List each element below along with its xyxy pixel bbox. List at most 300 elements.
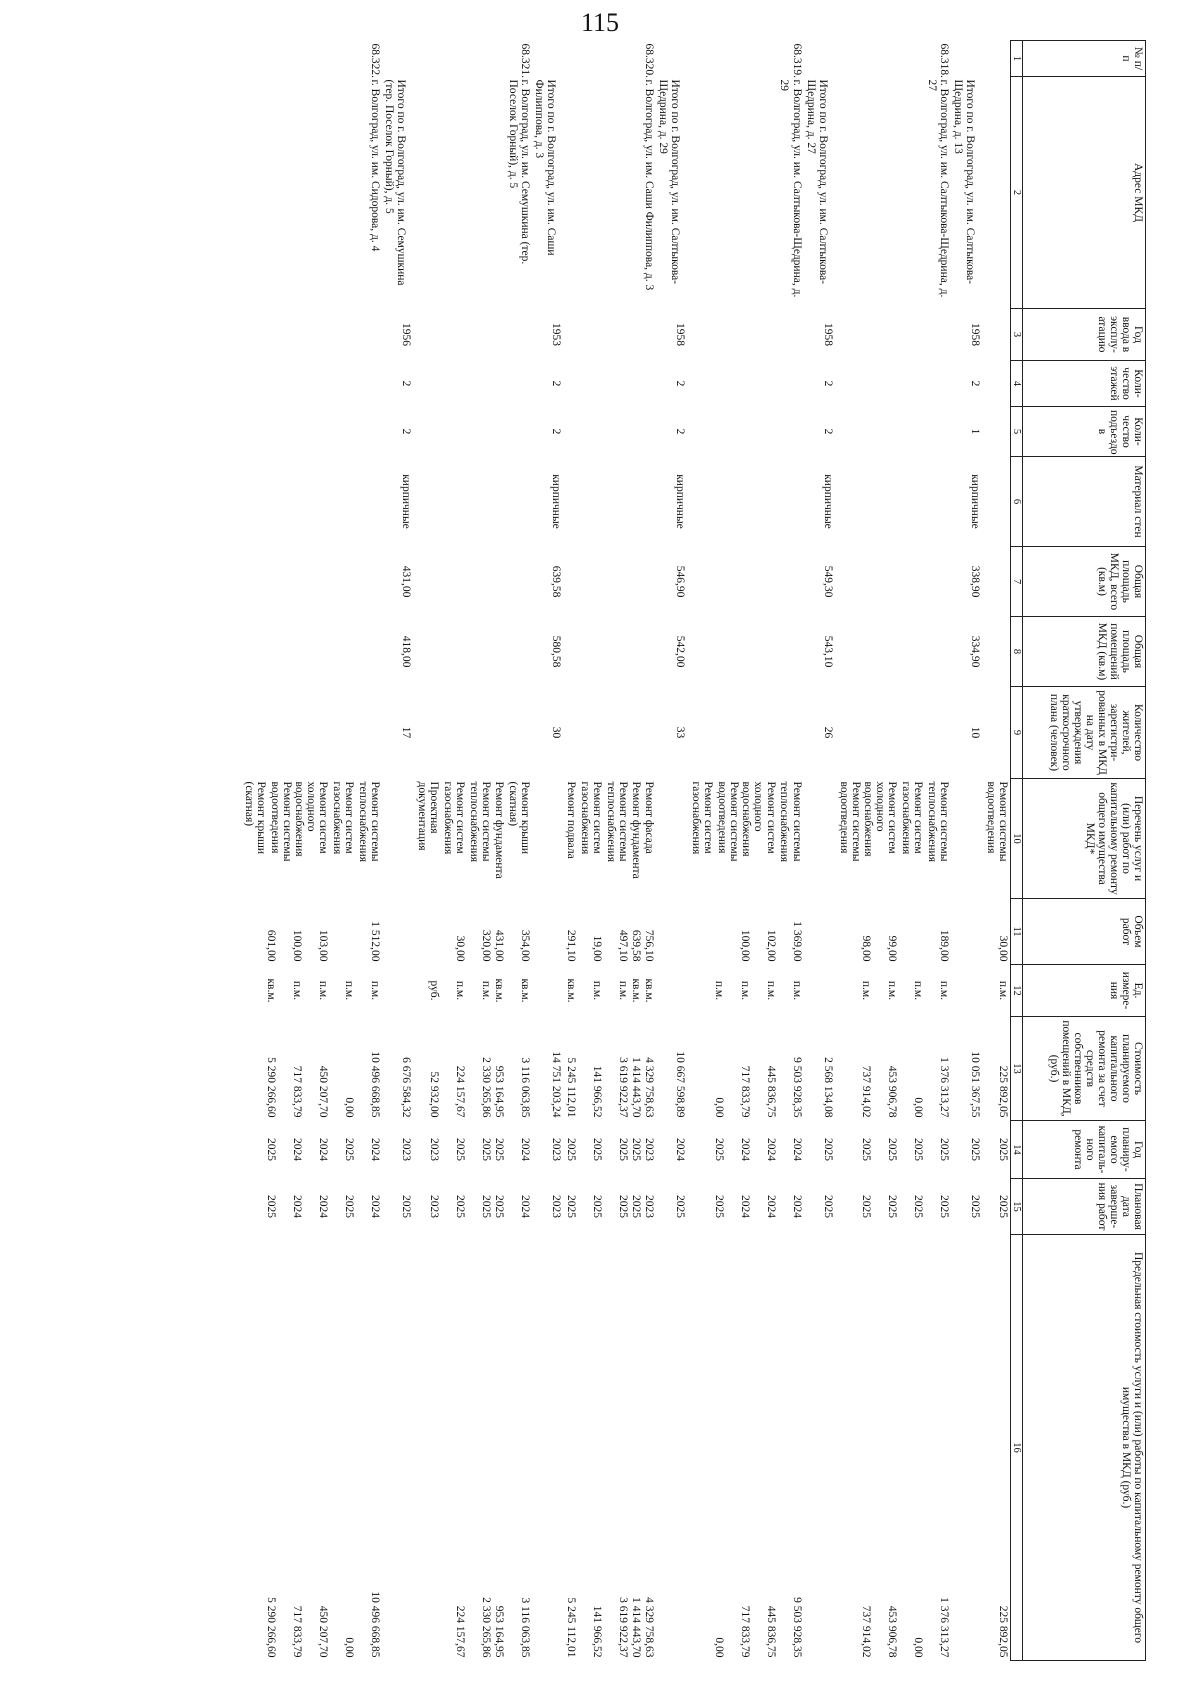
- cell-line: 2 330 265,86: [480, 1597, 493, 1658]
- column-header: Общая площадь МКД, всего (кв.м): [1023, 547, 1146, 617]
- cell-line: 2023: [643, 1138, 656, 1161]
- unit-cell: [982, 965, 1011, 1017]
- cell-line: 2025: [400, 1195, 413, 1218]
- cell-line: 141 966,52: [591, 1065, 604, 1118]
- limit-cost-cell: [982, 1235, 1011, 1661]
- cell-line: 10 667 598,89: [674, 1051, 687, 1118]
- cell-line: 10 496 668,85: [368, 1591, 381, 1658]
- cost-cell: [413, 1017, 532, 1121]
- residents-cell: [835, 687, 951, 779]
- residents-cell: 10: [968, 726, 981, 739]
- cell-line: Ремонт системы теплоснабжения: [468, 781, 493, 862]
- cell-line: [399, 968, 412, 1014]
- works-cell: [687, 779, 803, 899]
- cell-line: 2025: [617, 1138, 630, 1161]
- works-cell: [835, 779, 951, 899]
- limit-cost-cell: [951, 1235, 982, 1661]
- table-row: [656, 41, 687, 1661]
- floors-cell: [413, 361, 532, 407]
- row-number: 68.322.: [368, 43, 381, 78]
- cell-line: п.м.: [790, 980, 803, 1001]
- floors-cell: 2: [968, 380, 981, 387]
- cell-line: Ремонт фундамента: [493, 781, 506, 879]
- rooms-area-cell: [835, 617, 951, 687]
- row-number: [656, 41, 687, 77]
- cell-line: 717 833,79: [738, 1605, 751, 1658]
- cost-cell: [835, 1017, 951, 1121]
- cell-line: 5 290 266,60: [264, 1597, 277, 1658]
- cell-line: 2025: [911, 1138, 924, 1161]
- column-header: Материал стен: [1023, 457, 1146, 547]
- cell-line: Ремонт систем газоснабжения: [690, 781, 715, 855]
- cell-line: [673, 968, 686, 1014]
- cell-line: 2023: [550, 1195, 563, 1218]
- cell-line: 445 836,75: [764, 1065, 777, 1118]
- works-cell: [951, 779, 982, 899]
- cell-line: 10 496 668,85: [368, 1051, 381, 1118]
- address-cell: г. Волгоград, ул. им. Салтыкова-Щедрина, д. 27: [925, 79, 950, 298]
- volume-cell: [382, 899, 413, 965]
- cell-line: [399, 782, 412, 896]
- cell-line: 4 329 758,63: [643, 1597, 656, 1658]
- volume-cell: [804, 899, 835, 965]
- table-row: [240, 41, 382, 1661]
- cell-line: п.м.: [937, 980, 950, 1001]
- cell-line: 189,00: [937, 929, 950, 962]
- cell-line: 2025: [821, 1195, 834, 1218]
- cell-line: 2024: [290, 1138, 303, 1161]
- repair-year-cell: [804, 1121, 835, 1179]
- residents-cell: 26: [821, 726, 834, 739]
- cell-line: [673, 902, 686, 962]
- address-cell: Итого по г. Волгоград, ул. им. Салтыкова-Щедрина, д. 13: [951, 79, 976, 285]
- total-area-cell: 546,90: [674, 565, 687, 598]
- repair-year-cell: [656, 1121, 687, 1179]
- cell-line: п.м.: [316, 980, 329, 1001]
- cell-line: 9 503 928,35: [790, 1057, 803, 1118]
- cell-line: [821, 968, 834, 1014]
- cell-line: 1 376 313,27: [937, 1057, 950, 1118]
- cell-line: 2025: [493, 1138, 506, 1161]
- wall-material-cell: кирпичные: [821, 474, 834, 529]
- cell-line: п.м.: [712, 980, 725, 1001]
- cell-line: 717 833,79: [290, 1605, 303, 1658]
- cost-cell: [382, 1017, 413, 1121]
- total-area-cell: [240, 547, 382, 617]
- address-cell: [982, 77, 1011, 309]
- cell-line: Ремонт системы водоотведения: [716, 781, 741, 862]
- column-header: Объем работ: [1023, 899, 1146, 965]
- cell-line: [821, 902, 834, 962]
- limit-cost-cell: [835, 1235, 951, 1661]
- end-date-cell: [804, 1179, 835, 1235]
- total-area-cell: [413, 547, 532, 617]
- table-body: [240, 41, 1011, 1661]
- wall-material-cell: кирпичные: [550, 474, 563, 529]
- end-date-cell: [532, 1179, 563, 1235]
- floors-cell: 2: [550, 380, 563, 387]
- cell-line: 953 164,95: [493, 1065, 506, 1118]
- cell-line: 354,00: [519, 929, 532, 962]
- column-number: 6: [1010, 457, 1022, 547]
- wall-material-cell: [240, 457, 382, 547]
- cell-line: 2024: [674, 1138, 687, 1161]
- cell-line: п.м.: [617, 980, 630, 1001]
- limit-cost-cell: [532, 1235, 563, 1661]
- cell-line: 30,00: [996, 935, 1009, 962]
- cell-line: 2025: [342, 1195, 355, 1218]
- cell-line: 601,00: [264, 929, 277, 962]
- cell-line: 2024: [316, 1138, 329, 1161]
- column-number: 9: [1010, 687, 1022, 779]
- cell-line: [673, 1238, 686, 1658]
- cell-line: 100,00: [738, 929, 751, 962]
- cell-line: 141 966,52: [591, 1605, 604, 1658]
- cell-line: 224 157,67: [454, 1065, 467, 1118]
- table-row: [982, 41, 1011, 1661]
- cell-line: 5 245 112,01: [565, 1597, 578, 1658]
- cell-line: 0,00: [911, 1637, 924, 1658]
- total-area-cell: [835, 547, 951, 617]
- wall-material-cell: кирпичные: [400, 474, 413, 529]
- floors-cell: 2: [674, 380, 687, 387]
- address-cell: г. Волгоград, ул. им. Сидорова, д. 4: [368, 79, 381, 252]
- address-cell: г. Волгоград, ул. им. Семушкина (тер. Поселок Горный), д. 5: [507, 79, 532, 265]
- cell-line: 2025: [968, 1138, 981, 1161]
- row-number: 68.321.: [519, 43, 532, 78]
- column-number: 1: [1010, 41, 1022, 77]
- end-date-cell: [563, 1179, 656, 1235]
- cell-line: 2025: [859, 1138, 872, 1161]
- column-number: 13: [1010, 1017, 1022, 1121]
- cell-line: кв.м.: [565, 978, 578, 1003]
- cell-line: 2025: [565, 1138, 578, 1161]
- unit-cell: [656, 965, 687, 1017]
- volume-cell: [413, 899, 532, 965]
- rooms-area-cell: [982, 617, 1011, 687]
- entrances-cell: 2: [674, 428, 687, 435]
- total-area-cell: 338,90: [968, 565, 981, 598]
- cell-line: Ремонт фасада: [643, 781, 656, 854]
- cell-line: 717 833,79: [290, 1065, 303, 1118]
- address-cell: г. Волгоград, ул. им. Саши Филиппова, д. 3: [643, 79, 656, 291]
- cell-line: Ремонт систем холодного водоснабжения: [740, 781, 777, 857]
- cost-cell: [563, 1017, 656, 1121]
- repair-year-cell: [382, 1121, 413, 1179]
- works-cell: [563, 779, 656, 899]
- cell-line: п.м.: [911, 980, 924, 1001]
- cell-line: 1 369,00: [790, 921, 803, 962]
- rooms-area-cell: [413, 617, 532, 687]
- cell-line: 2025: [342, 1138, 355, 1161]
- cell-line: 2024: [316, 1195, 329, 1218]
- column-number: 5: [1010, 407, 1022, 457]
- cell-line: 9 503 928,35: [790, 1597, 803, 1658]
- cell-line: 2024: [790, 1138, 803, 1161]
- repair-year-cell: [951, 1121, 982, 1179]
- cell-line: 2025: [996, 1195, 1009, 1218]
- table-row: [951, 41, 982, 1661]
- cell-line: 2025: [968, 1195, 981, 1218]
- cell-line: Ремонт системы теплоснабжения: [778, 781, 803, 862]
- rooms-area-cell: 580,58: [550, 635, 563, 668]
- cell-line: 6 676 584,32: [400, 1057, 413, 1118]
- row-number: [982, 41, 1011, 77]
- column-number: 16: [1010, 1235, 1022, 1661]
- year-cell: 1956: [400, 323, 413, 346]
- cell-line: руб.: [428, 980, 441, 1001]
- cell-line: п.м.: [368, 980, 381, 1001]
- column-header: Перечень услуг и (или) работ по капитальному ремонту общего имущества МКД*: [1023, 779, 1146, 899]
- cell-line: 2025: [480, 1195, 493, 1218]
- cell-line: 450 207,70: [316, 1605, 329, 1658]
- cell-line: 2025: [480, 1138, 493, 1161]
- total-area-cell: 431,00: [400, 565, 413, 598]
- cell-line: 445 836,75: [764, 1605, 777, 1658]
- cell-line: 2023: [428, 1195, 441, 1218]
- floors-cell: [982, 361, 1011, 407]
- capital-repair-table: [240, 40, 1146, 1661]
- cell-line: Ремонт систем холодного водоснабжения: [861, 781, 898, 857]
- end-date-cell: [240, 1179, 382, 1235]
- cell-line: 0,00: [911, 1097, 924, 1118]
- limit-cost-cell: [382, 1235, 413, 1661]
- year-cell: [413, 309, 532, 361]
- cell-line: 2024: [519, 1195, 532, 1218]
- volume-cell: [687, 899, 803, 965]
- cell-line: [549, 782, 562, 896]
- floors-cell: 2: [821, 380, 834, 387]
- cell-line: кв.м.: [519, 978, 532, 1003]
- cell-line: п.м.: [764, 980, 777, 1001]
- works-cell: [413, 779, 532, 899]
- column-header: Предельная стоимость услуги и (или) работы по капитальному ремонту общего имущества в МКД (руб.): [1023, 1235, 1146, 1661]
- address-cell: Итого по г. Волгоград, ул. им. Салтыкова-Щедрина, д. 29: [657, 79, 682, 285]
- works-cell: [532, 779, 563, 899]
- cell-line: 2025: [630, 1195, 643, 1218]
- entrances-cell: [835, 407, 951, 457]
- page-number: 115: [580, 8, 620, 37]
- cell-line: 10 051 367,55: [968, 1051, 981, 1118]
- cell-line: [821, 782, 834, 896]
- cell-line: 453 906,78: [885, 1605, 898, 1658]
- cell-line: п.м.: [591, 980, 604, 1001]
- column-header: Общая площадь помещений МКД (кв.м): [1023, 617, 1146, 687]
- end-date-cell: [382, 1179, 413, 1235]
- total-area-cell: [687, 547, 803, 617]
- cell-line: 2023: [643, 1195, 656, 1218]
- residents-cell: 30: [550, 726, 563, 739]
- repair-year-cell: [687, 1121, 803, 1179]
- cell-line: 3 116 063,85: [519, 1597, 532, 1658]
- cell-line: 2024: [368, 1138, 381, 1161]
- row-number: [382, 41, 413, 77]
- wall-material-cell: кирпичные: [674, 474, 687, 529]
- column-number: 10: [1010, 779, 1022, 899]
- cell-line: Ремонт фундамента: [630, 781, 643, 879]
- cell-line: 2023: [400, 1138, 413, 1161]
- entrances-cell: [240, 407, 382, 457]
- address-cell: г. Волгоград, ул. им. Салтыкова-Щедрина, д. 29: [778, 79, 803, 298]
- cell-line: 2025: [712, 1138, 725, 1161]
- cell-line: 1 414 443,70: [630, 1597, 643, 1658]
- cell-line: 3 619 922,37: [617, 1597, 630, 1658]
- cell-line: 52 932,00: [428, 1071, 441, 1118]
- column-header: Плановая дата заверше-ния работ: [1023, 1179, 1146, 1235]
- year-cell: [835, 309, 951, 361]
- limit-cost-cell: [563, 1235, 656, 1661]
- cell-line: 2025: [996, 1138, 1009, 1161]
- cell-line: 5 245 112,01: [565, 1057, 578, 1118]
- works-cell: [804, 779, 835, 899]
- column-number: 2: [1010, 77, 1022, 309]
- cell-line: 98,00: [859, 935, 872, 962]
- cell-line: Ремонт систем газоснабжения: [579, 781, 604, 855]
- table-row: [563, 41, 656, 1661]
- floors-cell: [240, 361, 382, 407]
- cell-line: 2025: [591, 1138, 604, 1161]
- column-header: Год ввода в эксплу-атацию: [1023, 309, 1146, 361]
- cell-line: 3 619 922,37: [617, 1057, 630, 1118]
- cell-line: 1 512,00: [368, 921, 381, 962]
- cell-line: 0,00: [712, 1097, 725, 1118]
- cell-line: 2024: [738, 1138, 751, 1161]
- cell-line: 0,00: [342, 1637, 355, 1658]
- cell-line: 431,00: [493, 929, 506, 962]
- entrances-cell: 1: [968, 428, 981, 435]
- cost-cell: [982, 1017, 1011, 1121]
- table-row: [382, 41, 413, 1661]
- floors-cell: [563, 361, 656, 407]
- total-area-cell: [563, 547, 656, 617]
- cell-line: 100,00: [290, 929, 303, 962]
- rooms-area-cell: [687, 617, 803, 687]
- unit-cell: [687, 965, 803, 1017]
- year-cell: 1958: [821, 323, 834, 346]
- residents-cell: [413, 687, 532, 779]
- cell-line: 953 164,95: [493, 1605, 506, 1658]
- address-cell: Итого по г. Волгоград, ул. им. Саши Филиппова, д. 3: [533, 79, 558, 256]
- cell-line: 0,00: [712, 1637, 725, 1658]
- year-cell: [563, 309, 656, 361]
- wall-material-cell: кирпичные: [968, 474, 981, 529]
- cell-line: 320,00: [480, 929, 493, 962]
- cell-line: Ремонт систем газоснабжения: [899, 781, 924, 855]
- cell-line: [549, 968, 562, 1014]
- address-cell: Итого по г. Волгоград, ул. им. Салтыкова-Щедрина, д. 27: [804, 79, 829, 285]
- residents-cell: 17: [400, 726, 413, 739]
- cell-line: 2025: [821, 1138, 834, 1161]
- repair-year-cell: [532, 1121, 563, 1179]
- cell-line: 2024: [764, 1138, 777, 1161]
- cell-line: 2025: [885, 1195, 898, 1218]
- cell-line: 756,10: [643, 929, 656, 962]
- rooms-area-cell: 542,00: [674, 635, 687, 668]
- cell-line: Ремонт крыши (скатная): [507, 781, 532, 855]
- cell-line: 2024: [290, 1195, 303, 1218]
- volume-cell: [240, 899, 382, 965]
- cell-line: п.м.: [480, 980, 493, 1001]
- cost-cell: [804, 1017, 835, 1121]
- cell-line: 2025: [885, 1138, 898, 1161]
- table-row: [835, 41, 951, 1661]
- row-number: [951, 41, 982, 77]
- cell-line: [968, 902, 981, 962]
- unit-cell: [951, 965, 982, 1017]
- column-number: 15: [1010, 1179, 1022, 1235]
- column-header: Стоимость планируемого капитального ремонта за счет средств собственников помещений в МКД, (руб.): [1023, 1017, 1146, 1121]
- cell-line: Ремонт системы теплоснабжения: [605, 781, 630, 862]
- row-number: 68.320.: [643, 43, 656, 78]
- cell-line: 99,00: [885, 935, 898, 962]
- residents-cell: 33: [674, 726, 687, 739]
- residents-cell: [982, 687, 1011, 779]
- cell-line: 30,00: [454, 935, 467, 962]
- cell-line: 224 157,67: [454, 1605, 467, 1658]
- cell-line: кв.м.: [264, 978, 277, 1003]
- cell-line: Ремонт систем газоснабжения: [442, 781, 467, 855]
- cell-line: [549, 902, 562, 962]
- table-row: [532, 41, 563, 1661]
- cost-cell: [240, 1017, 382, 1121]
- cell-line: 2023: [428, 1138, 441, 1161]
- entrances-cell: [413, 407, 532, 457]
- cell-line: [399, 1238, 412, 1658]
- column-header: Год планиру-емого капиталь-ного ремонта: [1023, 1121, 1146, 1179]
- year-cell: [240, 309, 382, 361]
- column-number-row: [1010, 41, 1022, 1661]
- wall-material-cell: [687, 457, 803, 547]
- cell-line: [414, 902, 440, 962]
- cell-line: Ремонт систем газоснабжения: [330, 781, 355, 855]
- end-date-cell: [982, 1179, 1011, 1235]
- end-date-cell: [413, 1179, 532, 1235]
- entrances-cell: 2: [400, 428, 413, 435]
- column-header: Количество жителей, зарегистри-рованных в МКД на дату утверждения краткосрочного плана (человек): [1023, 687, 1146, 779]
- end-date-cell: [951, 1179, 982, 1235]
- limit-cost-cell: [687, 1235, 803, 1661]
- cell-line: 2 330 265,86: [480, 1057, 493, 1118]
- works-cell: [656, 779, 687, 899]
- entrances-cell: [563, 407, 656, 457]
- cell-line: 2025: [264, 1138, 277, 1161]
- cell-line: Проектная документация: [416, 781, 441, 851]
- entrances-cell: 2: [821, 428, 834, 435]
- rooms-area-cell: 543,10: [821, 635, 834, 668]
- cell-line: 2024: [764, 1195, 777, 1218]
- cell-line: 14 751 203,24: [550, 1051, 563, 1118]
- cell-line: кв.м.: [630, 978, 643, 1003]
- repair-year-cell: [835, 1121, 951, 1179]
- column-number: 3: [1010, 309, 1022, 361]
- cell-line: [399, 902, 412, 962]
- row-number: [804, 41, 835, 77]
- volume-cell: [532, 899, 563, 965]
- column-number: 7: [1010, 547, 1022, 617]
- column-header: Ед. измере-ния: [1023, 965, 1146, 1017]
- cell-line: Ремонт системы водоотведения: [984, 781, 1009, 862]
- row-number: 68.318.: [937, 43, 950, 78]
- column-header: № п/п: [1023, 41, 1146, 77]
- entrances-cell: [982, 407, 1011, 457]
- cell-line: 103,00: [316, 929, 329, 962]
- cell-line: 717 833,79: [738, 1065, 751, 1118]
- column-header: Коли-чество подъездо в: [1023, 407, 1146, 457]
- cell-line: Ремонт крыши (скатная): [242, 781, 267, 855]
- cell-line: 2 568 134,08: [821, 1057, 834, 1118]
- cell-line: 2025: [565, 1195, 578, 1218]
- cell-line: 291,10: [565, 929, 578, 962]
